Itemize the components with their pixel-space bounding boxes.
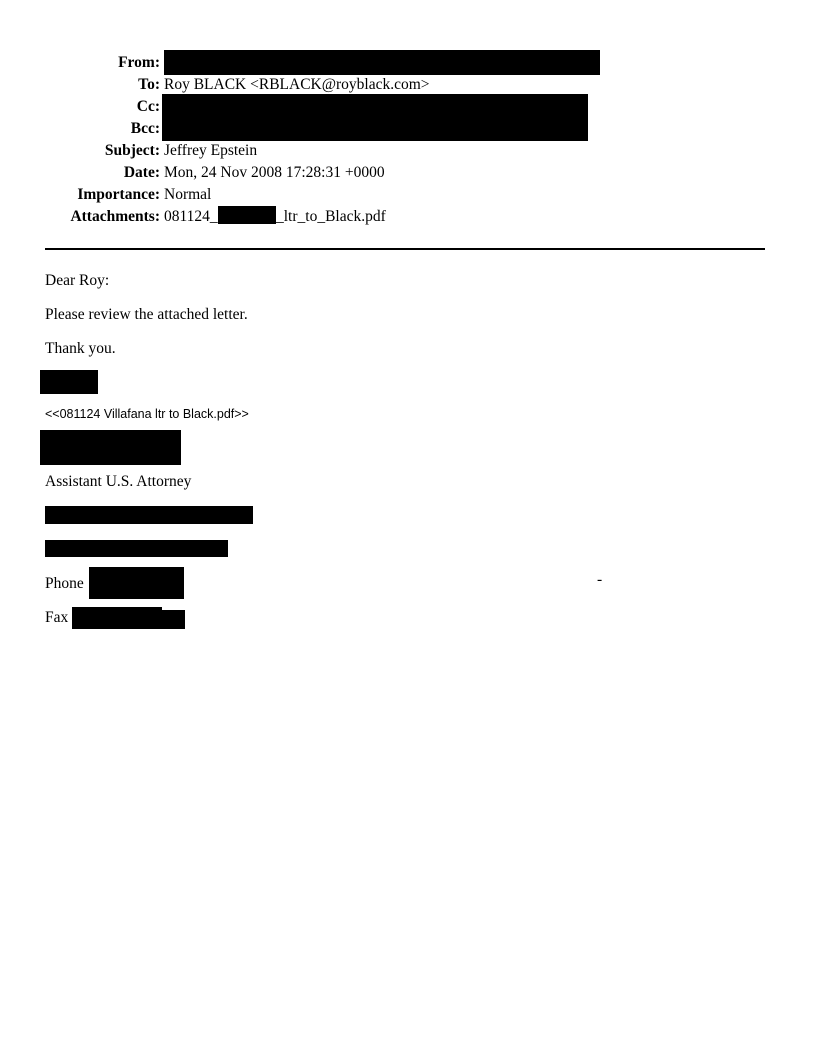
bcc-label: Bcc: xyxy=(130,120,160,137)
attachment-suffix: _ltr_to_Black.pdf xyxy=(276,208,386,225)
date-label: Date: xyxy=(123,164,160,181)
fax-label: Fax xyxy=(45,609,69,626)
sender-name-redaction xyxy=(40,370,98,394)
date-value: Mon, 24 Nov 2008 17:28:31 +0000 xyxy=(164,164,385,181)
importance-value: Normal xyxy=(164,186,212,203)
attachment-reference: <<081124 Villafana ltr to Black.pdf>> xyxy=(45,407,249,421)
address-redaction xyxy=(45,540,228,557)
to-value: Roy BLACK <RBLACK@royblack.com> xyxy=(164,76,430,93)
subject-label: Subject: xyxy=(104,142,160,159)
attachments-label: Attachments: xyxy=(70,208,160,225)
subject-value: Jeffrey Epstein xyxy=(164,142,258,159)
importance-label: Importance: xyxy=(77,186,160,203)
fax-redaction-extra xyxy=(72,610,185,629)
cc-label: Cc: xyxy=(136,98,160,115)
from-label: From: xyxy=(118,54,160,71)
body-line: Please review the attached letter. xyxy=(45,306,248,323)
to-label: To: xyxy=(138,76,160,93)
from-redaction xyxy=(164,50,600,75)
attachment-prefix: 081124_ xyxy=(164,208,218,225)
greeting: Dear Roy: xyxy=(45,272,110,289)
header-divider xyxy=(45,248,765,250)
phone-label: Phone xyxy=(45,575,84,592)
signature-name-redaction xyxy=(40,430,181,465)
attachment-name-redaction xyxy=(218,206,276,224)
thanks-line: Thank you. xyxy=(45,340,116,357)
stray-dash: - xyxy=(597,571,603,588)
cc-bcc-redaction xyxy=(162,94,588,141)
phone-redaction xyxy=(89,567,184,599)
signature-title: Assistant U.S. Attorney xyxy=(45,473,192,490)
office-redaction xyxy=(45,506,253,524)
